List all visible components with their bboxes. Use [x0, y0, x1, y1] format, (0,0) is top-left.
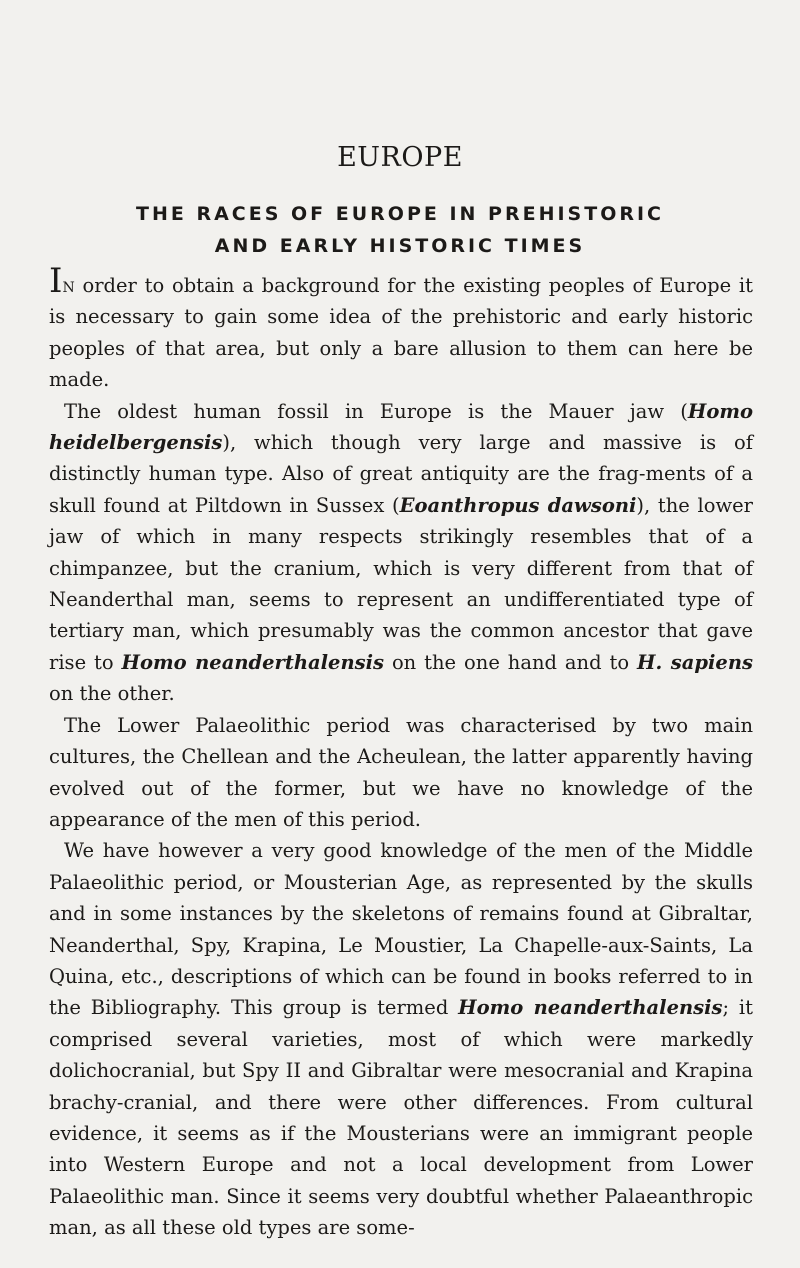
paragraph-2-text-5: on the other.	[49, 682, 175, 706]
paragraph-4-text-1: We have however a very good knowledge of the men of the Middle Palaeolithic period, or Mousterian Age, as represented by the skulls and in some instances by the skeletons of remains found at Gibraltar, Neanderthal, Spy, Krapina, Le Moustier, La Chapelle-aux-Saints, La Quina, etc., descriptions of which can be found in books referred to in the Bibliography. This group is termed	[49, 839, 753, 1020]
chapter-title	[90, 198, 710, 262]
species-name-sapiens: H. sapiens	[637, 650, 753, 674]
paragraph-4-text-2: ; it comprised several varieties, most of which were markedly dolichocranial, but Spy II and Gibraltar were mesocranial and Krapina brachy-cranial, and there were other differences. From cultural evidence, it seems as if the Mousterians were an immigrant people into Western Europe and not a local development from Lower Palaeolithic man. Since it seems very doubtful whether Palaeanthropic man, as all these old types are some-	[49, 996, 754, 1240]
paragraph-2-text-1: The oldest human fossil in Europe is the Mauer jaw (	[64, 399, 688, 423]
chapter-title-line-1: THE RACES OF EUROPE IN PREHISTORIC	[136, 203, 664, 225]
species-name-heidelbergensis: Homo heidelbergensis	[49, 399, 753, 455]
initial-smallcaps: n	[62, 274, 75, 297]
paragraph-2-text-4: on the one hand and to	[384, 650, 638, 674]
paragraph-2-text-2: ), which though very large and massive is of distinctly human type. Also of great antiquity are the frag-ments of a skull found at Piltdown in Sussex (	[49, 431, 753, 517]
species-name-neanderthalensis-2: Homo neanderthalensis	[458, 996, 723, 1020]
paragraph-1	[49, 261, 753, 396]
paragraph-2-text-3: ), the lower jaw of which in many respects strikingly resembles that of a chimpanzee, but the cranium, which is very different from that of Neanderthal man, seems to represent an undifferentiated type of tertiary man, which presumably was the common ancestor that gave rise to	[49, 493, 753, 674]
paragraph-3: The Lower Palaeolithic period was characterised by two main cultures, the Chellean and the Acheulean, the latter apparently having evolved out of the former, but we have no knowledge of the appearance of the men of this period.	[49, 713, 753, 831]
species-name-eoanthropus: Eoanthropus dawsoni	[399, 493, 637, 517]
initial-letter: I	[49, 261, 63, 301]
species-name-neanderthalensis: Homo neanderthalensis	[121, 650, 385, 674]
paragraph-4	[49, 835, 753, 1243]
running-head: EUROPE	[337, 142, 463, 173]
chapter-title-line-2: AND EARLY HISTORIC TIMES	[214, 235, 586, 257]
body-text	[49, 261, 754, 1244]
paragraph-1-text: order to obtain a background for the existing peoples of Europe it is necessary to gain some idea of the prehistoric and early historic peoples of that area, but only a bare allusion to them can here be made.	[49, 274, 753, 392]
paragraph-2	[49, 396, 753, 710]
